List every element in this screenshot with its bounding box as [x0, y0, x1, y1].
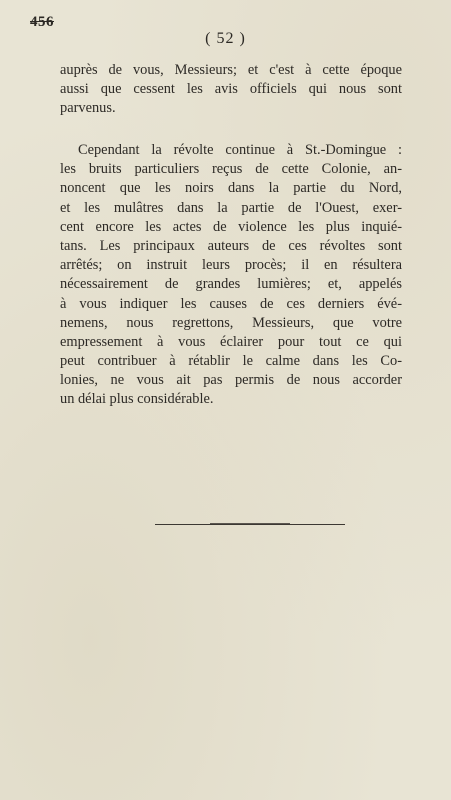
text-line: cent encore les actes de violence les plus inquié-	[60, 218, 402, 235]
text-line: à vous indiquer les causes de ces derniers évé-	[60, 295, 402, 312]
text-line: noncent que les noirs dans la partie du Nord,	[60, 180, 402, 197]
text-line: aussi que cessent les avis officiels qui nous sont	[60, 81, 402, 98]
corner-mark: 456	[30, 14, 54, 30]
page-number: ( 52 )	[205, 30, 246, 47]
text-line: empressement à vous éclairer pour tout ce qui	[60, 333, 402, 350]
paragraph-2	[60, 141, 402, 410]
section-rule	[155, 524, 345, 525]
text-line: un délai plus considérable.	[60, 391, 214, 408]
text-line: peut contribuer à rétablir le calme dans les Co-	[60, 353, 402, 370]
text-line: arrêtés; on instruit leurs procès; il en résultera	[60, 257, 402, 274]
text-line: tans. Les principaux auteurs de ces révoltes sont	[60, 237, 402, 254]
text-line: nemens, nous regrettons, Messieurs, que votre	[60, 314, 402, 331]
text-line: les bruits particuliers reçus de cette Colonie, an-	[60, 161, 402, 178]
text-line: nécessairement de grandes lumières; et, appelés	[60, 276, 402, 293]
text-line: Cependant la révolte continue à St.-Domingue :	[78, 142, 402, 158]
text-line: parvenus.	[60, 100, 116, 117]
text-line: lonies, ne vous ait pas permis de nous accorder	[60, 372, 402, 389]
paragraph-1	[60, 61, 402, 119]
text-line: et les mulâtres dans la partie de l'Ouest, exer-	[60, 199, 402, 216]
text-line: auprès de vous, Messieurs; et c'est à cette époque	[60, 62, 402, 78]
